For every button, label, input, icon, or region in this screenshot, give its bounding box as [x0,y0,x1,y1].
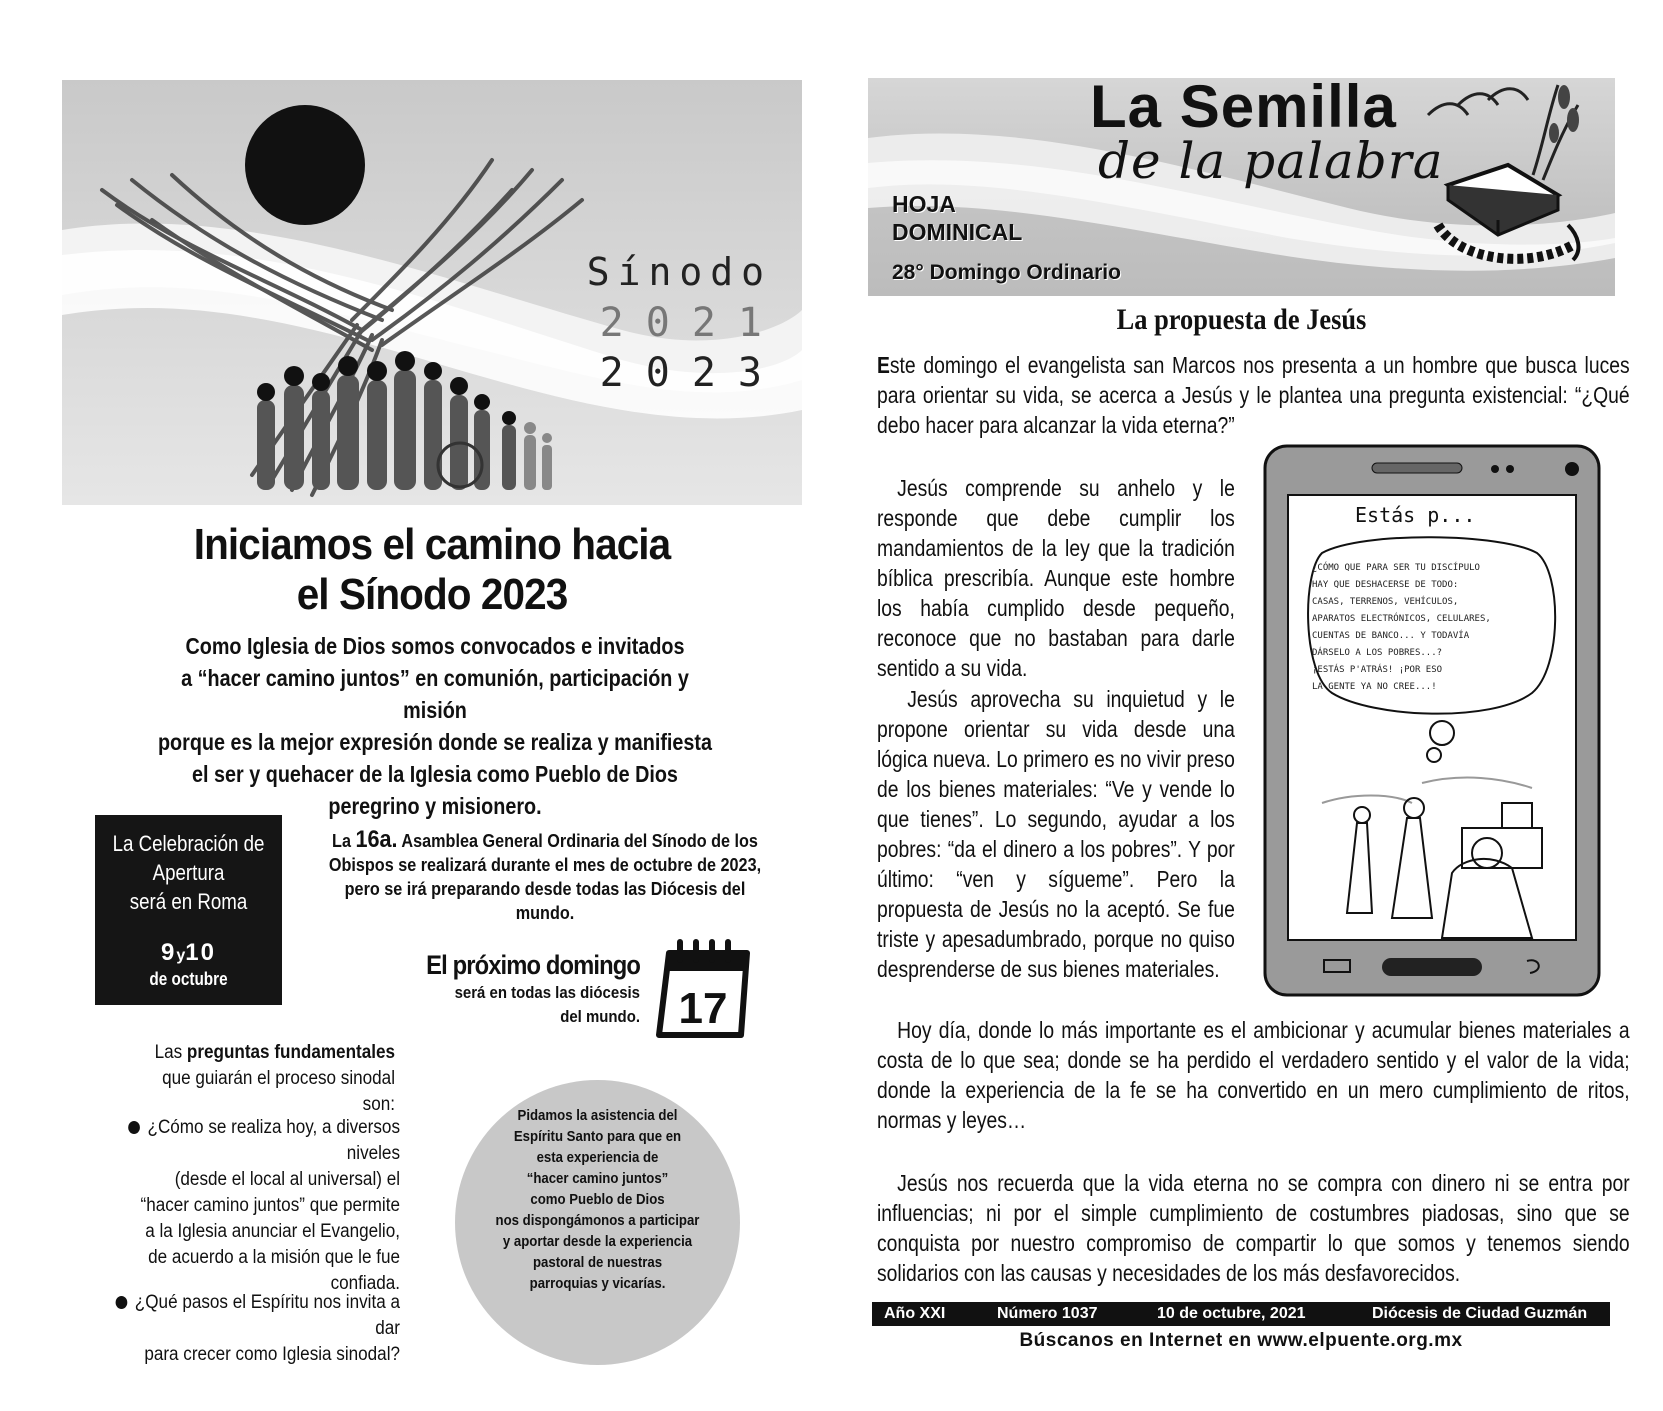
proximo-domingo [380,950,640,1029]
roma-celebration-box [95,815,282,1005]
article-paragraph-2: Jesús comprende su anhelo y le responde que debe cumplir los mandamientos de la ley que la tradición bíblica prescribía. Aunque este hombre los había cumplido desde pequeño, reconoce que no bastaban para darle sentido a su vida. [877,475,1235,681]
calendar-day: 17 [678,984,728,1033]
preguntas-intro-a: Las [154,1042,183,1063]
bubble-line: APARATOS ELECTRÓNICOS, CELULARES, [1312,614,1491,624]
intro-line: porque es la mejor expresión donde se realiza y manifiesta [157,729,713,755]
bubble-line: HAY QUE DESHACERSE DE TODO: [1312,580,1459,590]
roma-day-b: 10 [185,939,216,966]
asamblea-prefix: La [332,831,351,851]
prayer-line: como Pueblo de Dios [530,1191,665,1208]
preguntas-intro-bold: preguntas fundamentales [186,1042,395,1063]
bullet-icon [129,1121,141,1134]
prayer-line: y aportar desde la experiencia [502,1233,693,1250]
intro-line: el ser y quehacer de la Iglesia como Pueblo de Dios [192,761,678,787]
question-2 [112,1290,400,1368]
issue-year: Año XXI [884,1305,946,1322]
asamblea-number: 16a. [355,826,398,853]
question-line: ¿Cómo se realiza hoy, a diversos niveles [147,1117,400,1164]
prayer-line: esta experiencia de [536,1149,659,1166]
issue-date: 10 de octubre, 2021 [1157,1305,1306,1322]
main-title-line-1: Iniciamos el camino hacia [193,520,671,569]
asamblea-line: pero se irá preparando desde todas las Diócesis del mundo. [344,879,746,923]
bubble-line: DÁRSELO A LOS POBRES...? [1312,648,1443,658]
masthead-title: La Semilla [1090,73,1397,140]
prayer-line: pastoral de nuestras [532,1254,663,1271]
proximo-sub-line: será en todas las diócesis [454,983,640,1002]
bullet-icon [116,1296,128,1309]
intro-paragraph [156,630,715,822]
bubble-line: CASAS, TERRENOS, VEHÍCULOS, [1312,597,1459,607]
sinodo-year-start: 2021 [599,300,784,346]
question-line: (desde el local al universal) el [174,1169,400,1190]
roma-day-a: 9 [161,939,177,966]
thought-bubble-text [1312,560,1560,696]
phone-cartoon-label: Estás p... [1355,503,1476,527]
asamblea-paragraph [325,828,766,925]
question-line: “hacer camino juntos” que permite [140,1195,401,1216]
website-link[interactable]: Búscanos en Internet en www.elpuente.org.mx [1019,1330,1463,1351]
paragraph-text: ste domingo el evangelista san Marcos nos presenta a un hombre que busca luces para orientar su vida, se acerca a Jesús y le plantea una pregunta existencial: “¿Qué debo hacer para alcanzar la vida eterna?” [877,352,1630,438]
hoja-line: DOMINICAL [892,219,1023,245]
calendar-icon [655,935,755,1045]
roma-day-join: y [176,947,186,964]
bubble-line: ¡ESTÁS P'ATRÁS! ¡POR ESO [1312,665,1443,675]
prayer-line: nos dispongámonos a participar [495,1212,700,1229]
drop-cap: E [877,352,890,378]
article-title: La propuesta de Jesús [1116,303,1367,336]
question-line: para crecer como Iglesia sinodal? [144,1344,400,1365]
hoja-line: HOJA [892,191,956,217]
article-paragraph-1 [877,350,1630,440]
article-paragraph-3: Jesús aprovecha su inquietud y le propone orientar su vida desde una lógica nueva. Lo primero es no vivir preso de los bienes materiales: “Ve y vende lo que tienes”. Lo segundo, ayudar a los pobres: “da el dinero a los pobres”. Y por último: “ven y sígueme”. Pero la propuesta de Jesús no la aceptó. Se fue triste y apesadumbrado, porque no quiso desprenderse de sus bienes materiales. [877,686,1235,982]
intro-line: Como Iglesia de Dios somos convocados e invitados [185,633,685,659]
main-title [92,520,773,620]
prayer-line: parroquias y vicarías. [529,1275,666,1292]
bible-wheat-emblem [1418,75,1588,275]
preguntas-intro [134,1040,395,1118]
bubble-line: CUENTAS DE BANCO... Y TODAVÍA [1312,631,1470,641]
masthead-subtitle: de la palabra [1098,132,1444,190]
proximo-sub-line: del mundo. [560,1007,640,1026]
bubble-line: ¿CÓMO QUE PARA SER TU DISCÍPULO [1312,563,1480,573]
asamblea-line: Asamblea General Ordinaria del Sínodo de los [401,831,758,851]
question-1 [112,1115,400,1297]
main-title-line-2: el Sínodo 2023 [296,570,568,619]
roma-month: de octubre [149,969,228,989]
article-paragraph-5: Jesús nos recuerda que la vida eterna no se compra con dinero ni se entra por influencias; ni por el simple cumplimiento de costumbres piadosas, sino que se conquista por nuestro compromiso de compartir lo que somos y tenemos siendo solidarios con las causas y necesidades de los más desfavorecidos. [877,1170,1630,1286]
roma-text [109,829,268,916]
intro-line: peregrino y misionero. [328,793,542,819]
issue-info-bar [872,1302,1610,1326]
question-line: ¿Qué pasos el Espíritu nos invita a dar [134,1292,400,1339]
preguntas-intro-b: que guiarán el proceso sinodal son: [162,1068,395,1115]
prayer-line: Espíritu Santo para que en [513,1128,682,1145]
sinodo-hero-banner [62,80,802,505]
asamblea-line: Obispos se realizará durante el mes de octubre de 2023, [328,855,762,875]
proximo-sub [411,981,640,1029]
issue-number: Número 1037 [997,1305,1098,1322]
prayer-circle-text [490,1105,706,1294]
sinodo-year-end: 2023 [599,350,784,396]
roma-line: será en Roma [129,889,248,914]
proximo-title: El próximo domingo [426,950,640,980]
question-line: de acuerdo a la misión que le fue confiada. [148,1247,400,1294]
bubble-line: LA GENTE YA NO CREE...! [1312,682,1437,692]
article-paragraph-4: Hoy día, donde lo más importante es el ambicionar y acumular bienes materiales a costa de lo que sea; donde se ha perdido el verdadero sentido y el valor de la vida; donde la experiencia de la fe se ha convertido en un mero cumplimiento de ritos, normas y leyes… [877,1017,1630,1133]
prayer-line: Pidamos la asistencia del [517,1107,678,1124]
roma-date [95,939,282,967]
roma-line: La Celebración de [112,831,265,856]
issue-diocese: Diócesis de Ciudad Guzmán [1372,1305,1588,1322]
domingo-ordinario: 28° Domingo Ordinario [892,261,1121,284]
intro-line: a “hacer camino juntos” en comunión, participación y misión [181,665,689,723]
hoja-dominical [892,190,1022,246]
roma-line: Apertura [152,860,225,885]
sinodo-word: Sínodo [586,250,772,294]
prayer-line: “hacer camino juntos” [526,1170,669,1187]
question-line: a la Iglesia anunciar el Evangelio, [145,1221,400,1242]
